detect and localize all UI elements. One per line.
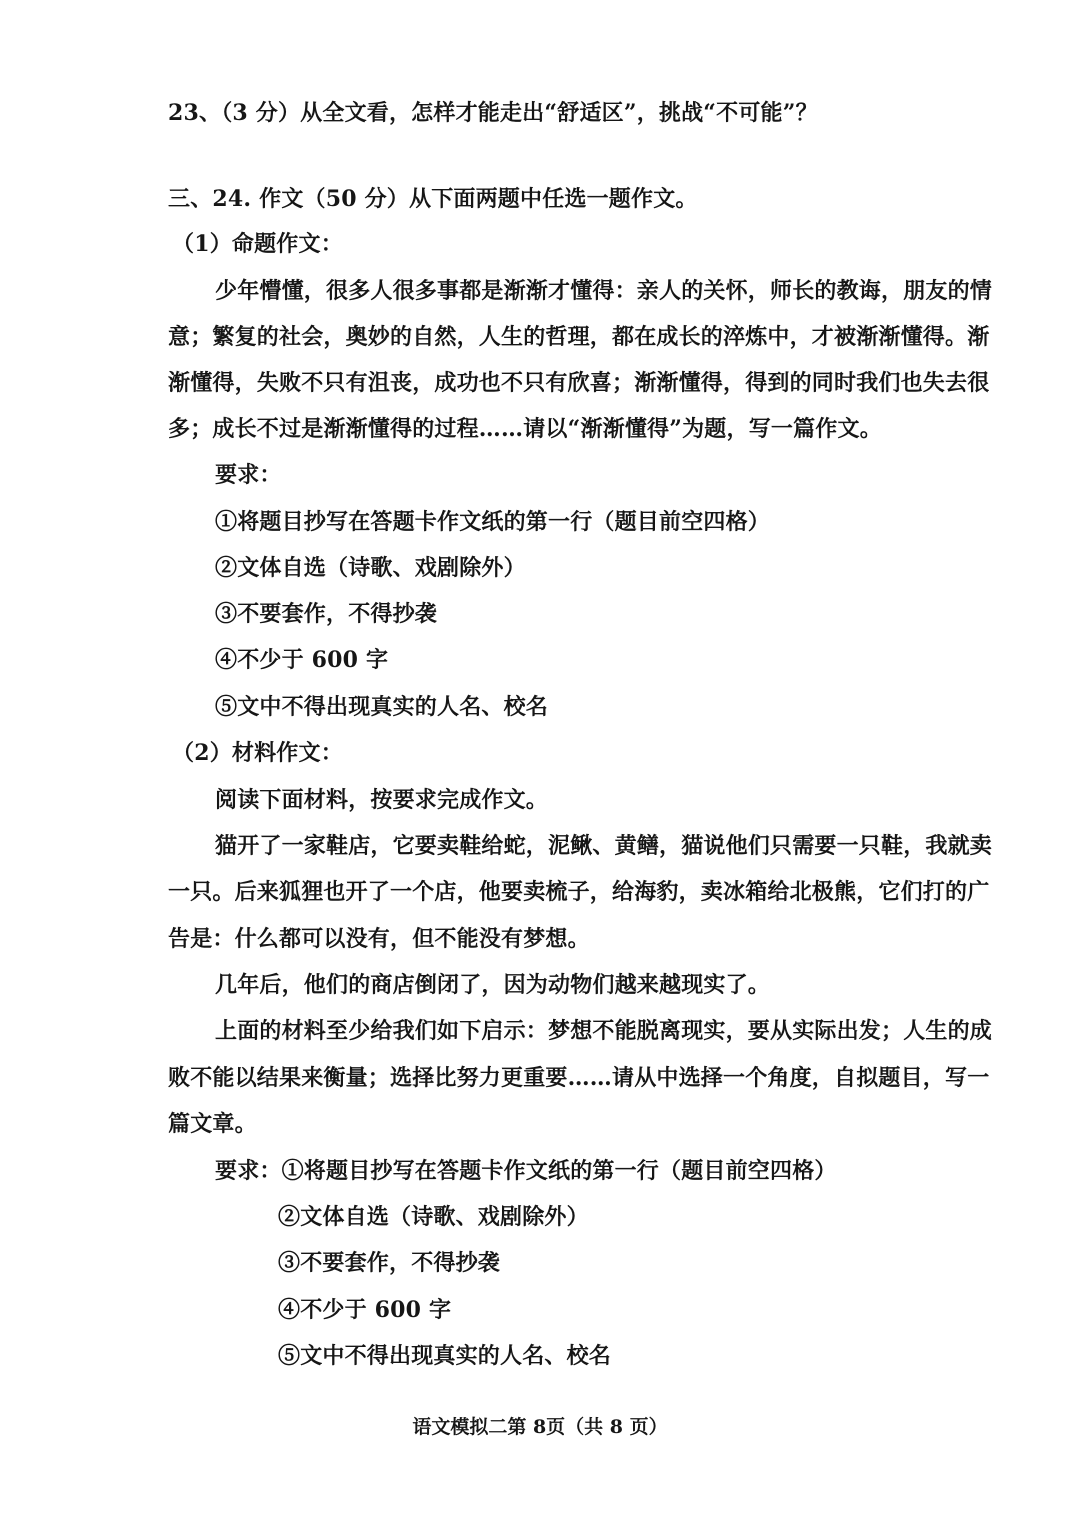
part-2-inspiration-line: 败不能以结果来衡量；选择比努力更重要……请从中选择一个角度，自拟题目，写一 <box>168 1065 990 1091</box>
part-2-inspiration-line: 篇文章。 <box>168 1111 257 1137</box>
part-1-requirements-label: 要求： <box>215 462 282 488</box>
part-1-requirement: ④不少于 600 字 <box>215 647 389 673</box>
section-3-heading: 三、24. 作文（50 分）从下面两题中任选一题作文。 <box>168 186 698 212</box>
part-1-paragraph-line: 少年懵懂，很多人很多事都是渐渐才懂得：亲人的关怀，师长的教诲，朋友的情 <box>215 278 993 304</box>
part-2-requirement: ②文体自选（诗歌、戏剧除外） <box>278 1204 589 1230</box>
part-2-material-line: 猫开了一家鞋店，它要卖鞋给蛇，泥鳅、黄鳝，猫说他们只需要一只鞋，我就卖 <box>215 833 993 859</box>
part-2-material-2: 几年后，他们的商店倒闭了，因为动物们越来越现实了。 <box>215 972 771 998</box>
part-2-inspiration-line: 上面的材料至少给我们如下启示：梦想不能脱离现实，要从实际出发；人生的成 <box>215 1018 993 1044</box>
part-1-requirement: ②文体自选（诗歌、戏剧除外） <box>215 555 526 581</box>
part-1-requirement: ⑤文中不得出现真实的人名、校名 <box>215 694 549 720</box>
part-1-paragraph-line: 意；繁复的社会，奥妙的自然，人生的哲理，都在成长的淬炼中，才被渐渐懂得。渐 <box>168 324 990 350</box>
page-footer: 语文模拟二第 8页（共 8 页） <box>412 1416 668 1438</box>
part-2-label: （2）材料作文： <box>172 740 343 766</box>
part-2-requirement: ④不少于 600 字 <box>278 1297 452 1323</box>
part-2-requirements-first: 要求：①将题目抄写在答题卡作文纸的第一行（题目前空四格） <box>215 1158 837 1184</box>
part-2-instruction: 阅读下面材料，按要求完成作文。 <box>215 787 549 813</box>
part-1-requirement: ③不要套作，不得抄袭 <box>215 601 438 627</box>
part-1-paragraph-line: 多；成长不过是渐渐懂得的过程……请以“渐渐懂得”为题，写一篇作文。 <box>168 416 882 442</box>
part-2-material-line: 告是：什么都可以没有，但不能没有梦想。 <box>168 926 590 952</box>
question-23: 23、（3 分）从全文看，怎样才能走出“舒适区”，挑战“不可能”？ <box>168 100 818 126</box>
part-2-requirement: ⑤文中不得出现真实的人名、校名 <box>278 1343 612 1369</box>
part-1-requirement: ①将题目抄写在答题卡作文纸的第一行（题目前空四格） <box>215 509 771 535</box>
part-1-paragraph-line: 渐懂得，失败不只有沮丧，成功也不只有欣喜；渐渐懂得，得到的同时我们也失去很 <box>168 370 990 396</box>
part-2-requirement: ③不要套作，不得抄袭 <box>278 1250 501 1276</box>
part-1-label: （1）命题作文： <box>172 231 343 257</box>
part-2-material-line: 一只。后来狐狸也开了一个店，他要卖梳子，给海豹，卖冰箱给北极熊，它们打的广 <box>168 879 990 905</box>
